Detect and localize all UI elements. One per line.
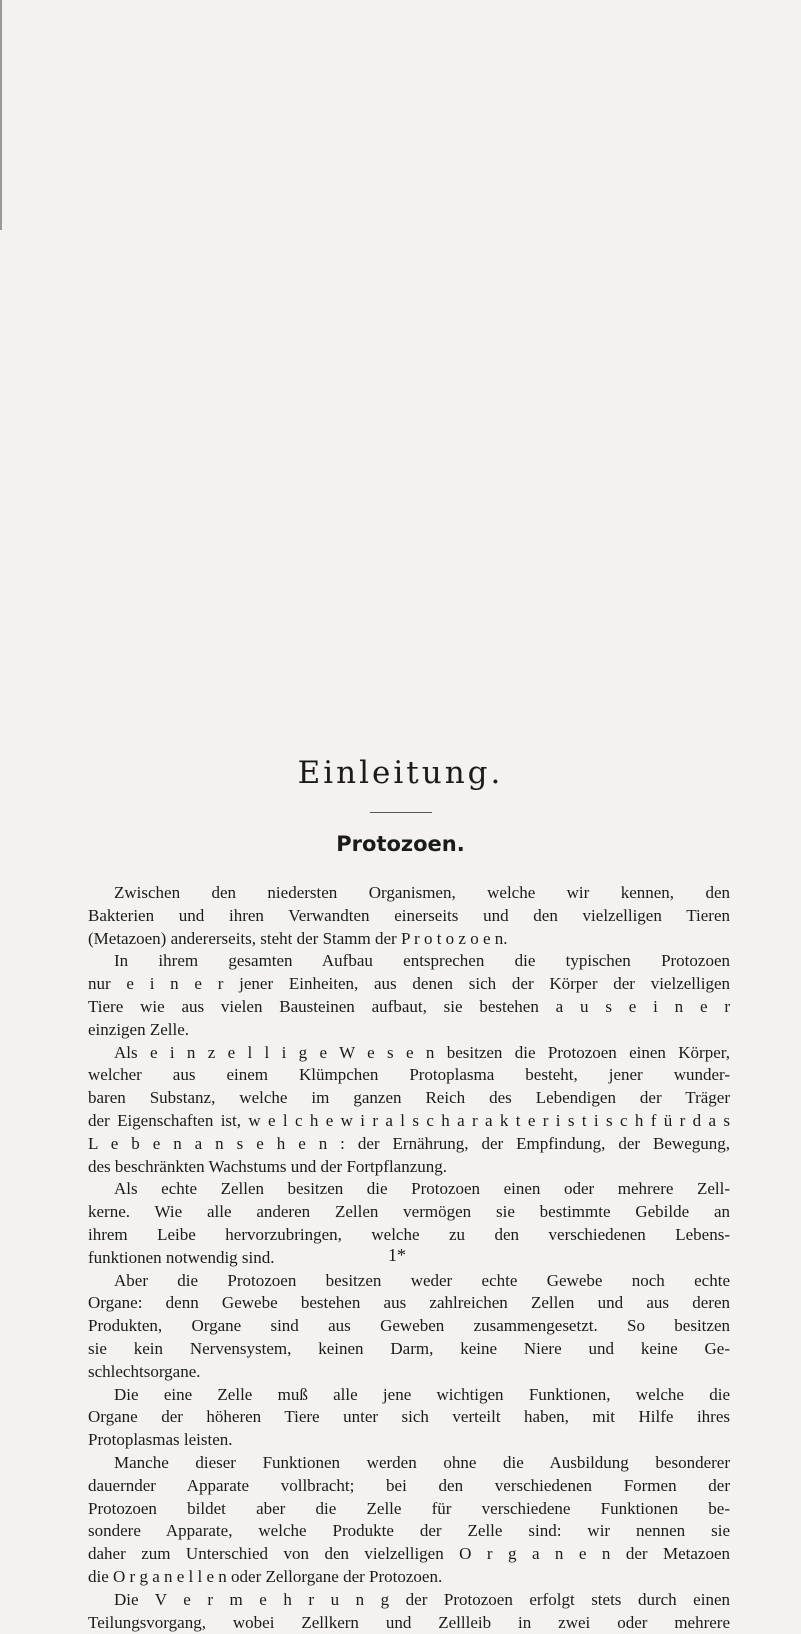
section-heading: Protozoen.	[0, 832, 801, 856]
text-line: Aber die Protozoen besitzen weder echte Gewebe noch echte	[88, 1270, 730, 1293]
text-line: Bakterien und ihren Verwandten einerseits und den vielzelligen Tieren	[88, 905, 730, 928]
text-line: sie kein Nervensystem, keinen Darm, keine Niere und keine Ge-	[88, 1338, 730, 1361]
text-line: des beschränkten Wachstums und der Fortpflanzung.	[88, 1156, 730, 1179]
text-line: dauernder Apparate vollbracht; bei den verschiedenen Formen der	[88, 1475, 730, 1498]
text-line: Die V e r m e h r u n g der Protozoen erfolgt stets durch einen	[88, 1589, 730, 1612]
body-text	[88, 882, 730, 1634]
text-line: Manche dieser Funktionen werden ohne die Ausbildung besonderer	[88, 1452, 730, 1475]
text-line: schlechtsorgane.	[88, 1361, 730, 1384]
text-line: ihrem Leibe hervorzubringen, welche zu den verschiedenen Lebens-	[88, 1224, 730, 1247]
page-number: 1*	[388, 1245, 406, 1266]
text-line: sondere Apparate, welche Produkte der Zelle sind: wir nennen sie	[88, 1520, 730, 1543]
text-line: L e b e n a n s e h e n : der Ernährung, der Empfindung, der Bewegung,	[88, 1133, 730, 1156]
text-line: In ihrem gesamten Aufbau entsprechen die typischen Protozoen	[88, 950, 730, 973]
text-line: funktionen notwendig sind.	[88, 1247, 730, 1270]
chapter-heading: Einleitung.	[0, 755, 801, 791]
text-line: Protozoen bildet aber die Zelle für verschiedene Funktionen be-	[88, 1498, 730, 1521]
text-line: nur e i n e r jener Einheiten, aus denen sich der Körper der vielzelligen	[88, 973, 730, 996]
text-line: Als e i n z e l l i g e W e s e n besitzen die Protozoen einen Körper,	[88, 1042, 730, 1065]
text-line: Protoplasmas leisten.	[88, 1429, 730, 1452]
scan-edge-line	[0, 0, 2, 230]
text-line: (Metazoen) andererseits, steht der Stamm der P r o t o z o e n.	[88, 928, 730, 951]
text-line: daher zum Unterschied von den vielzelligen O r g a n e n der Metazoen	[88, 1543, 730, 1566]
text-line: welcher aus einem Klümpchen Protoplasma besteht, jener wunder-	[88, 1064, 730, 1087]
text-line: einzigen Zelle.	[88, 1019, 730, 1042]
heading-divider	[370, 812, 432, 813]
text-line: Organe der höheren Tiere unter sich verteilt haben, mit Hilfe ihres	[88, 1406, 730, 1429]
text-line: baren Substanz, welche im ganzen Reich des Lebendigen der Träger	[88, 1087, 730, 1110]
text-line: Teilungsvorgang, wobei Zellkern und Zellleib in zwei oder mehrere	[88, 1612, 730, 1634]
text-line: Die eine Zelle muß alle jene wichtigen Funktionen, welche die	[88, 1384, 730, 1407]
text-line: Zwischen den niedersten Organismen, welche wir kennen, den	[88, 882, 730, 905]
text-line: die O r g a n e l l e n oder Zellorgane der Protozoen.	[88, 1566, 730, 1589]
text-line: kerne. Wie alle anderen Zellen vermögen sie bestimmte Gebilde an	[88, 1201, 730, 1224]
text-line: Organe: denn Gewebe bestehen aus zahlreichen Zellen und aus deren	[88, 1292, 730, 1315]
text-line: Tiere wie aus vielen Bausteinen aufbaut, sie bestehen a u s e i n e r	[88, 996, 730, 1019]
text-line: der Eigenschaften ist, w e l c h e w i r a l s c h a r a k t e r i s t i s c h f ü r d a s	[88, 1110, 730, 1133]
text-line: Als echte Zellen besitzen die Protozoen einen oder mehrere Zell-	[88, 1178, 730, 1201]
text-line: Produkten, Organe sind aus Geweben zusammengesetzt. So besitzen	[88, 1315, 730, 1338]
